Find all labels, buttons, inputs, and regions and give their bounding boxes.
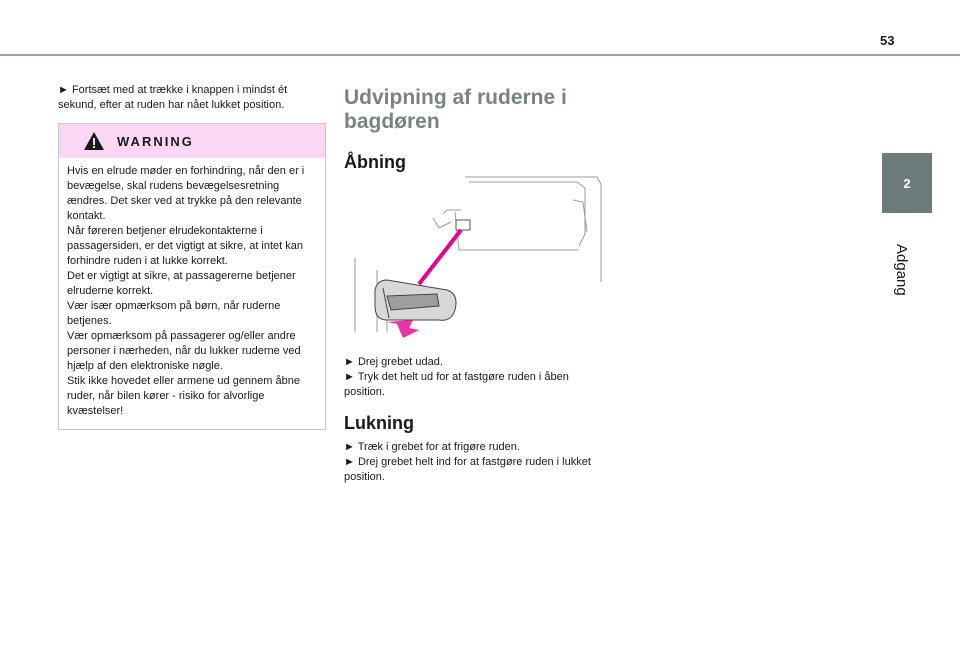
left-column — [58, 83, 328, 113]
chapter-tab[interactable] — [882, 153, 932, 213]
opening-step: ► Tryk det helt ud for at fastgøre ruden i åben position. — [344, 371, 569, 398]
closing-step: ► Træk i grebet for at frigøre ruden. — [344, 441, 520, 453]
page-number: 53 — [880, 33, 895, 48]
closing-heading: Lukning — [344, 413, 414, 433]
section-title: Udvipning af ruderne i bagdøren — [344, 86, 567, 133]
opening-step: ► Drej grebet udad. — [344, 356, 443, 368]
warning-paragraph: Det er vigtigt at sikre, at passagererne betjener elruderne korrekt. — [67, 270, 296, 297]
closing-step: ► Drej grebet helt ind for at fastgøre ruden i lukket position. — [344, 456, 591, 483]
header-rule — [0, 54, 960, 56]
warning-paragraph: Vær især opmærksom på børn, når ruderne betjenes. — [67, 300, 281, 327]
chapter-title: Adgang — [893, 244, 910, 296]
warning-header — [59, 124, 325, 158]
warning-paragraph: Vær opmærksom på passagerer og/eller andre personer i nærheden, når du lukker ruderne ved hjælp af den elektroniske nøgle. — [67, 330, 301, 372]
warning-paragraph: Når føreren betjener elrudekontakterne i passagersiden, er det vigtigt at sikre, at intet kan forhindre ruden i at lukke korrekt. — [67, 225, 304, 267]
warning-triangle-icon — [83, 131, 105, 151]
warning-box — [58, 123, 326, 430]
warning-title: WARNING — [117, 133, 194, 149]
pointer-line — [419, 230, 461, 284]
rear-window-latch-illustration — [347, 172, 602, 338]
warning-paragraph: Stik ikke hovedet eller armene ud gennem åbne ruder, når bilen kører - risiko for alvorlige kvæstelser! — [67, 375, 300, 417]
warning-body — [59, 158, 325, 419]
open-direction-arrow — [387, 320, 419, 338]
opening-heading: Åbning — [344, 152, 406, 172]
intro-step: ► Fortsæt med at trække i knappen i mindst ét sekund, efter at ruden har nået lukket position. — [58, 84, 288, 111]
warning-paragraph: Hvis en elrude møder en forhindring, når den er i bevægelse, skal rudens bevægelsesretning ændres. Det sker ved at trykke på den relevante kontakt. — [67, 165, 305, 222]
chapter-number: 2 — [903, 175, 911, 191]
